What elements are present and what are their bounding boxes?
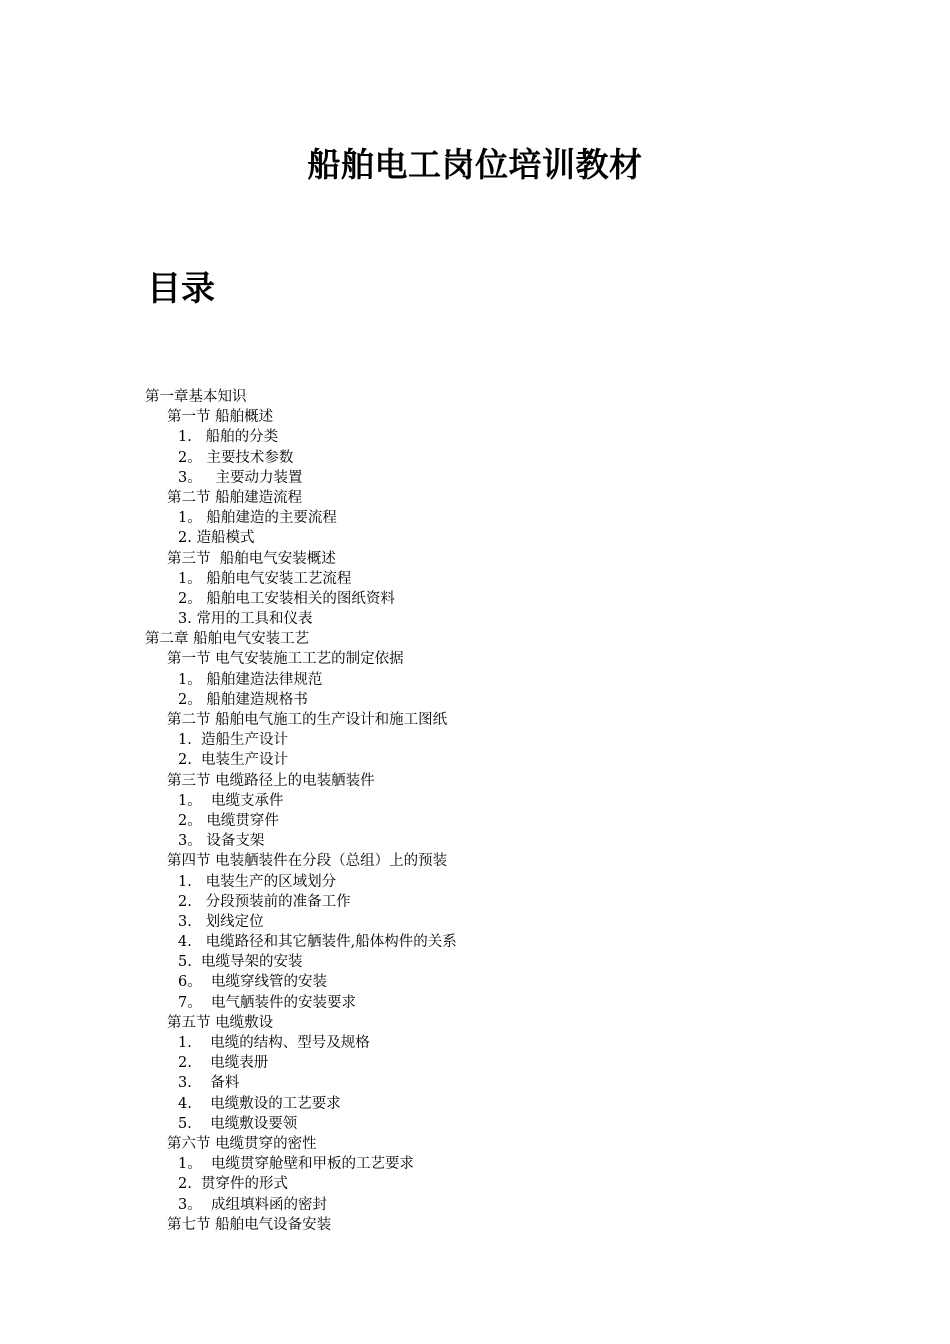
- table-of-contents: [145, 387, 845, 1235]
- toc-item-entry: 1。 船舶电气安装工艺流程: [178, 570, 352, 587]
- toc-heading: 目录: [147, 269, 215, 309]
- toc-item-entry: 3。 设备支架: [178, 833, 265, 850]
- toc-item-entry: 2. 分段预装前的准备工作: [178, 893, 351, 910]
- toc-item-entry: 6。 电缆穿线管的安装: [178, 974, 327, 991]
- toc-item-entry: 3. 备料: [178, 1075, 240, 1092]
- document-title: 船舶电工岗位培训教材: [307, 145, 643, 184]
- toc-item-entry: 2. 贯穿件的形式: [178, 1176, 289, 1193]
- toc-item-entry: 2. 电缆表册: [178, 1055, 269, 1072]
- toc-item-entry: 3. 划线定位: [178, 913, 264, 930]
- toc-item-entry: 3。 成组填料函的密封: [178, 1196, 327, 1213]
- toc-item-entry: 1。 电缆贯穿舱壁和甲板的工艺要求: [178, 1156, 414, 1173]
- toc-item-entry: 1。 船舶建造法律规范: [178, 671, 323, 688]
- toc-section-entry: 第三节 船舶电气安装概述: [167, 550, 336, 567]
- toc-item-entry: 4. 电缆路径和其它舾装件,船体构件的关系: [178, 934, 457, 951]
- toc-item-entry: 5. 电缆敷设要领: [178, 1115, 298, 1132]
- toc-item-entry: 2。 船舶建造规格书: [178, 691, 308, 708]
- toc-item-entry: 2。 主要技术参数: [178, 449, 294, 466]
- toc-section-entry: 第三节 电缆路径上的电装舾装件: [167, 772, 375, 789]
- toc-item-entry: 4. 电缆敷设的工艺要求: [178, 1095, 341, 1112]
- toc-chapter-entry: 第二章 船舶电气安装工艺: [145, 631, 310, 648]
- toc-section-entry: 第七节 船舶电气设备安装: [167, 1216, 332, 1233]
- toc-section-entry: 第五节 电缆敷设: [167, 1014, 274, 1031]
- toc-item-entry: 2。 电缆贯穿件: [178, 812, 279, 829]
- toc-item-entry: 1。 电缆支承件: [178, 792, 284, 809]
- toc-item-entry: 2. 电装生产设计: [178, 752, 289, 769]
- toc-item-entry: 1. 船舶的分类: [178, 429, 279, 446]
- toc-section-entry: 第二节 船舶电气施工的生产设计和施工图纸: [167, 712, 448, 728]
- toc-item-entry: 3. 常用的工具和仪表: [178, 611, 313, 628]
- toc-section-entry: 第四节 电装舾装件在分段（总组）上的预装: [167, 853, 448, 870]
- toc-chapter-entry: 第一章基本知识: [145, 389, 247, 405]
- toc-item-entry: 1. 电缆的结构、型号及规格: [178, 1035, 370, 1051]
- toc-section-entry: 第一节 电气安装施工工艺的制定依据: [167, 651, 404, 668]
- toc-item-entry: 1. 造船生产设计: [178, 732, 289, 749]
- toc-item-entry: 5. 电缆导架的安装: [178, 954, 303, 971]
- toc-item-entry: 1。 船舶建造的主要流程: [178, 510, 337, 527]
- toc-section-entry: 第二节 船舶建造流程: [167, 489, 303, 506]
- toc-section-entry: 第六节 电缆贯穿的密性: [167, 1135, 317, 1152]
- toc-item-entry: 2。 船舶电工安装相关的图纸资料: [178, 590, 395, 607]
- toc-section-entry: 第一节 船舶概述: [167, 409, 274, 426]
- toc-item-entry: 3。 主要动力装置: [178, 469, 303, 486]
- toc-item-entry: 7。 电气舾装件的安装要求: [178, 994, 356, 1011]
- toc-item-entry: 2. 造船模式: [178, 530, 255, 547]
- toc-item-entry: 1. 电装生产的区域划分: [178, 873, 337, 890]
